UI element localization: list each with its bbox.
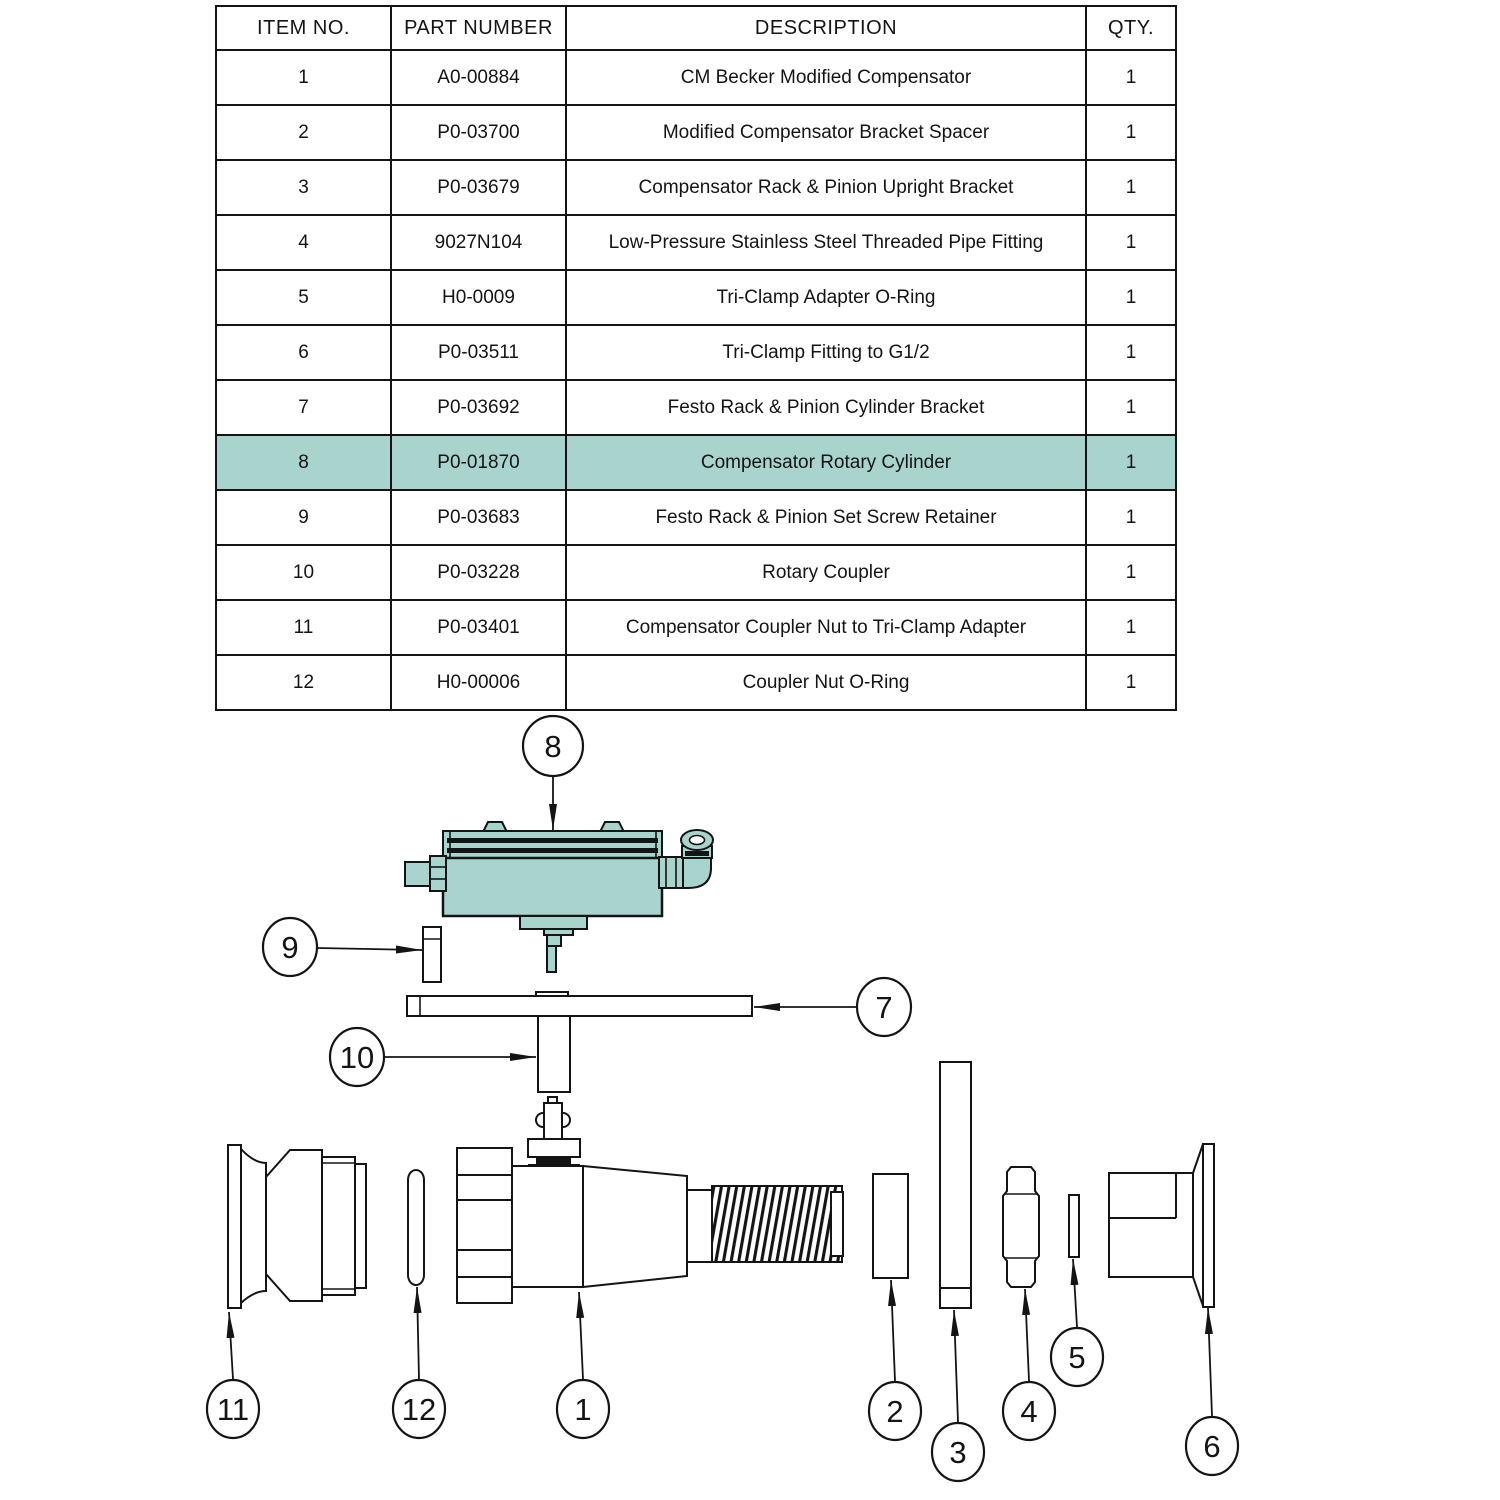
- elbow-body: [683, 858, 711, 888]
- part-number-cell: 9027N104: [391, 215, 566, 270]
- cylinder-stripe: [447, 838, 658, 843]
- part-2-bracket-spacer-drawing: [873, 1174, 908, 1278]
- svg-text:7: 7: [875, 990, 893, 1025]
- cylinder-stripe: [447, 848, 658, 853]
- bom-row-5[interactable]: [216, 270, 1176, 325]
- leader-6: [1208, 1308, 1212, 1416]
- part-1-compensator-drawing: [457, 1097, 843, 1303]
- col-header-part-number: PART NUMBER: [391, 6, 566, 50]
- part-number-cell: A0-00884: [391, 50, 566, 105]
- svg-text:5: 5: [1068, 1340, 1086, 1375]
- qty-cell: 1: [1086, 160, 1176, 215]
- description-cell: Compensator Rack & Pinion Upright Bracket: [566, 160, 1086, 215]
- svg-text:12: 12: [401, 1392, 437, 1427]
- item-no-cell: 4: [216, 215, 391, 270]
- part-number-cell: P0-03228: [391, 545, 566, 600]
- part-number-cell: P0-03692: [391, 380, 566, 435]
- bom-row-9[interactable]: [216, 490, 1176, 545]
- qty-cell: 1: [1086, 105, 1176, 160]
- svg-text:9: 9: [281, 930, 299, 965]
- elbow-hex-nut: [659, 857, 683, 888]
- description-cell: Compensator Coupler Nut to Tri-Clamp Adapter: [566, 600, 1086, 655]
- item-no-cell: 8: [216, 435, 391, 490]
- balloon-4[interactable]: [1003, 1382, 1055, 1440]
- part-6-triclamp-fitting-drawing: [1109, 1144, 1214, 1307]
- item-no-cell: 9: [216, 490, 391, 545]
- qty-cell: 1: [1086, 435, 1176, 490]
- description-cell: CM Becker Modified Compensator: [566, 50, 1086, 105]
- bom-table: [215, 5, 1177, 711]
- description-cell: Modified Compensator Bracket Spacer: [566, 105, 1086, 160]
- qty-cell: 1: [1086, 50, 1176, 105]
- svg-text:11: 11: [216, 1392, 250, 1427]
- bom-row-1[interactable]: [216, 50, 1176, 105]
- part-11-triclamp-adapter-drawing: [228, 1145, 366, 1308]
- item-no-cell: 12: [216, 655, 391, 710]
- qty-cell: 1: [1086, 215, 1176, 270]
- balloon-3[interactable]: [932, 1423, 984, 1481]
- item-no-cell: 11: [216, 600, 391, 655]
- item-no-cell: 7: [216, 380, 391, 435]
- qty-cell: 1: [1086, 545, 1176, 600]
- bom-row-12[interactable]: [216, 655, 1176, 710]
- leader-4: [1025, 1289, 1029, 1381]
- callout-balloons: [207, 716, 1238, 1481]
- col-header-item-no: ITEM NO.: [216, 6, 391, 50]
- bom-row-8-selected[interactable]: [216, 435, 1176, 490]
- balloon-5[interactable]: [1051, 1328, 1103, 1386]
- part-9-set-screw-retainer-drawing: [423, 927, 441, 982]
- leader-1: [579, 1292, 583, 1379]
- description-cell: Low-Pressure Stainless Steel Threaded Pipe Fitting: [566, 215, 1086, 270]
- cylinder-body: [443, 858, 662, 916]
- description-cell: Coupler Nut O-Ring: [566, 655, 1086, 710]
- col-header-qty: QTY.: [1086, 6, 1176, 50]
- qty-cell: 1: [1086, 600, 1176, 655]
- svg-text:2: 2: [886, 1394, 904, 1429]
- part-12-oring-drawing: [408, 1170, 424, 1285]
- description-cell: Tri-Clamp Fitting to G1/2: [566, 325, 1086, 380]
- qty-cell: 1: [1086, 655, 1176, 710]
- description-cell: Compensator Rotary Cylinder: [566, 435, 1086, 490]
- output-shaft: [547, 935, 561, 946]
- part-number-cell: H0-0009: [391, 270, 566, 325]
- left-port-plug: [405, 862, 430, 886]
- item-no-cell: 1: [216, 50, 391, 105]
- balloon-1[interactable]: [557, 1380, 609, 1438]
- description-cell: Festo Rack & Pinion Cylinder Bracket: [566, 380, 1086, 435]
- part-number-cell: P0-03683: [391, 490, 566, 545]
- bom-row-10[interactable]: [216, 545, 1176, 600]
- bom-row-7[interactable]: [216, 380, 1176, 435]
- bom-row-3[interactable]: [216, 160, 1176, 215]
- part-number-cell: H0-00006: [391, 655, 566, 710]
- balloon-2[interactable]: [869, 1382, 921, 1440]
- item-no-cell: 3: [216, 160, 391, 215]
- part-number-cell: P0-03700: [391, 105, 566, 160]
- part-4-pipe-fitting-drawing: [1003, 1167, 1039, 1287]
- leader-3: [954, 1310, 958, 1422]
- description-cell: Festo Rack & Pinion Set Screw Retainer: [566, 490, 1086, 545]
- balloon-6[interactable]: [1186, 1417, 1238, 1475]
- svg-text:3: 3: [949, 1435, 967, 1470]
- leader-5: [1073, 1259, 1077, 1327]
- description-cell: Tri-Clamp Adapter O-Ring: [566, 270, 1086, 325]
- item-no-cell: 5: [216, 270, 391, 325]
- cylinder-bottom-boss: [520, 916, 587, 929]
- part-3-upright-bracket-drawing: [940, 1062, 971, 1308]
- balloon-9[interactable]: [263, 918, 317, 976]
- part-number-cell: P0-03511: [391, 325, 566, 380]
- balloon-10[interactable]: [330, 1028, 384, 1086]
- bom-row-6[interactable]: [216, 325, 1176, 380]
- part-number-cell: P0-03679: [391, 160, 566, 215]
- description-cell: Rotary Coupler: [566, 545, 1086, 600]
- balloon-7[interactable]: [857, 978, 911, 1036]
- svg-text:6: 6: [1203, 1429, 1221, 1464]
- cylinder-top-band: [443, 831, 662, 858]
- part-8-rotary-cylinder-drawing: [405, 822, 713, 972]
- bom-row-4[interactable]: [216, 215, 1176, 270]
- balloon-8-highlighted[interactable]: [523, 716, 583, 776]
- threaded-section: [712, 1186, 842, 1262]
- balloon-12[interactable]: [393, 1380, 445, 1438]
- item-no-cell: 2: [216, 105, 391, 160]
- bom-row-11[interactable]: [216, 600, 1176, 655]
- qty-cell: 1: [1086, 325, 1176, 380]
- item-no-cell: 6: [216, 325, 391, 380]
- item-no-cell: 10: [216, 545, 391, 600]
- qty-cell: 1: [1086, 490, 1176, 545]
- qty-cell: 1: [1086, 380, 1176, 435]
- balloon-11[interactable]: [207, 1380, 259, 1438]
- part-number-cell: P0-01870: [391, 435, 566, 490]
- left-port-collar: [430, 856, 446, 891]
- svg-text:4: 4: [1020, 1394, 1038, 1429]
- part-7-cylinder-bracket-drawing: [407, 992, 752, 1016]
- leader-9: [317, 948, 422, 950]
- bom-header-row: [216, 6, 1176, 50]
- qty-cell: 1: [1086, 270, 1176, 325]
- leader-arrows: [229, 777, 1212, 1422]
- svg-text:1: 1: [574, 1392, 592, 1427]
- bom-row-2[interactable]: [216, 105, 1176, 160]
- svg-text:10: 10: [339, 1040, 375, 1075]
- part-5-oring-drawing: [1069, 1195, 1079, 1257]
- leader-11: [229, 1312, 233, 1379]
- part-number-cell: P0-03401: [391, 600, 566, 655]
- svg-text:8: 8: [544, 729, 562, 764]
- col-header-description: DESCRIPTION: [566, 6, 1086, 50]
- leader-12: [417, 1287, 419, 1379]
- part-10-rotary-coupler-drawing: [538, 1016, 570, 1092]
- leader-2: [891, 1280, 895, 1381]
